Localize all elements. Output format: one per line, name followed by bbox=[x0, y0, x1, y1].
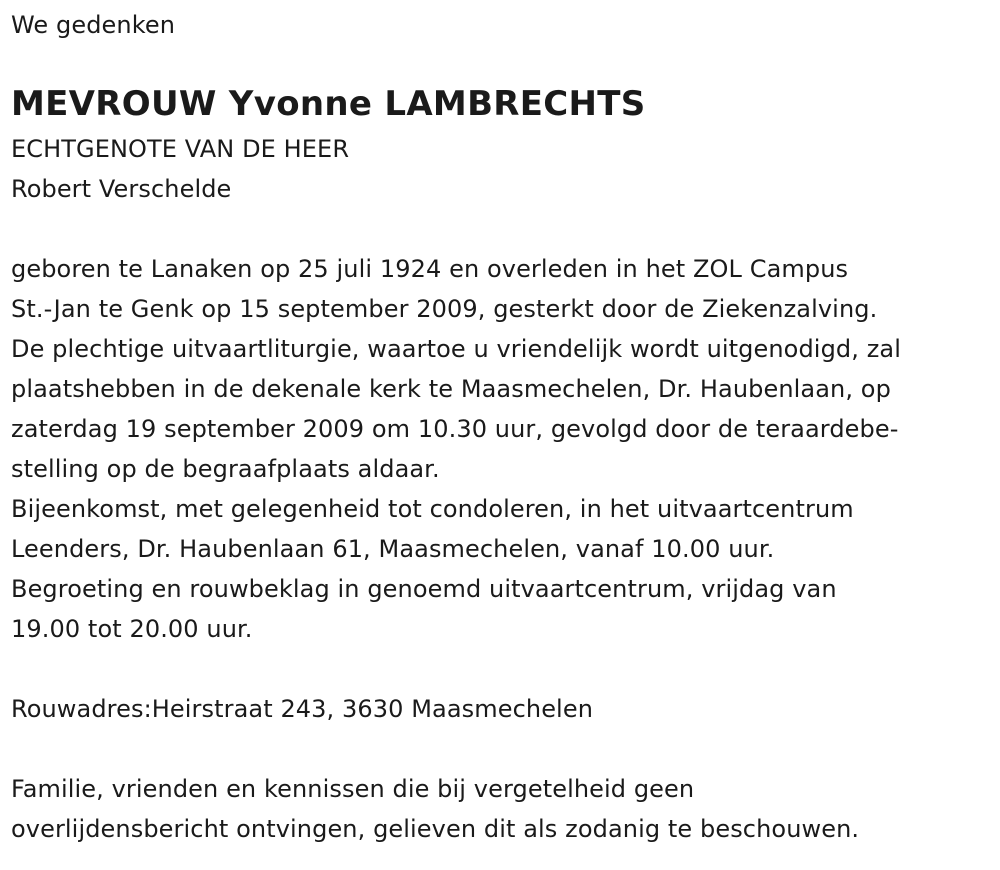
closing-line: overlijdensbericht ontvingen, gelieven dit als zodanig te beschouwen. bbox=[11, 815, 860, 843]
intro-text: We gedenken bbox=[11, 11, 176, 39]
body-line: geboren te Lanaken op 25 juli 1924 en overleden in het ZOL Campus bbox=[11, 255, 849, 283]
spacer bbox=[11, 649, 996, 689]
spacer bbox=[11, 729, 996, 769]
body-line: Begroeting en rouwbeklag in genoemd uitvaartcentrum, vrijdag van bbox=[11, 575, 837, 603]
closing-paragraph bbox=[11, 769, 996, 849]
spacer bbox=[11, 209, 996, 249]
body-line: De plechtige uitvaartliturgie, waartoe u vriendelijk wordt uitgenodigd, zal bbox=[11, 335, 901, 363]
body-line: 19.00 tot 20.00 uur. bbox=[11, 615, 253, 643]
spouse-title: ECHTGENOTE VAN DE HEER bbox=[11, 135, 350, 163]
mourning-address: Rouwadres:Heirstraat 243, 3630 Maasmechelen bbox=[11, 695, 593, 723]
body-line: plaatshebben in de dekenale kerk te Maasmechelen, Dr. Haubenlaan, op bbox=[11, 375, 891, 403]
body-line: zaterdag 19 september 2009 om 10.30 uur, gevolgd door de teraardebe- bbox=[11, 415, 899, 443]
closing-line: Familie, vrienden en kennissen die bij vergetelheid geen bbox=[11, 775, 695, 803]
body-line: St.-Jan te Genk op 15 september 2009, gesterkt door de Ziekenzalving. bbox=[11, 295, 878, 323]
body-line: stelling op de begraafplaats aldaar. bbox=[11, 455, 440, 483]
body-line: Leenders, Dr. Haubenlaan 61, Maasmechelen, vanaf 10.00 uur. bbox=[11, 535, 775, 563]
spouse-name: Robert Verschelde bbox=[11, 175, 232, 203]
deceased-name: MEVROUW Yvonne LAMBRECHTS bbox=[11, 84, 646, 124]
body-paragraph bbox=[11, 249, 996, 649]
death-notice bbox=[11, 0, 996, 849]
body-line: Bijeenkomst, met gelegenheid tot condoleren, in het uitvaartcentrum bbox=[11, 495, 854, 523]
